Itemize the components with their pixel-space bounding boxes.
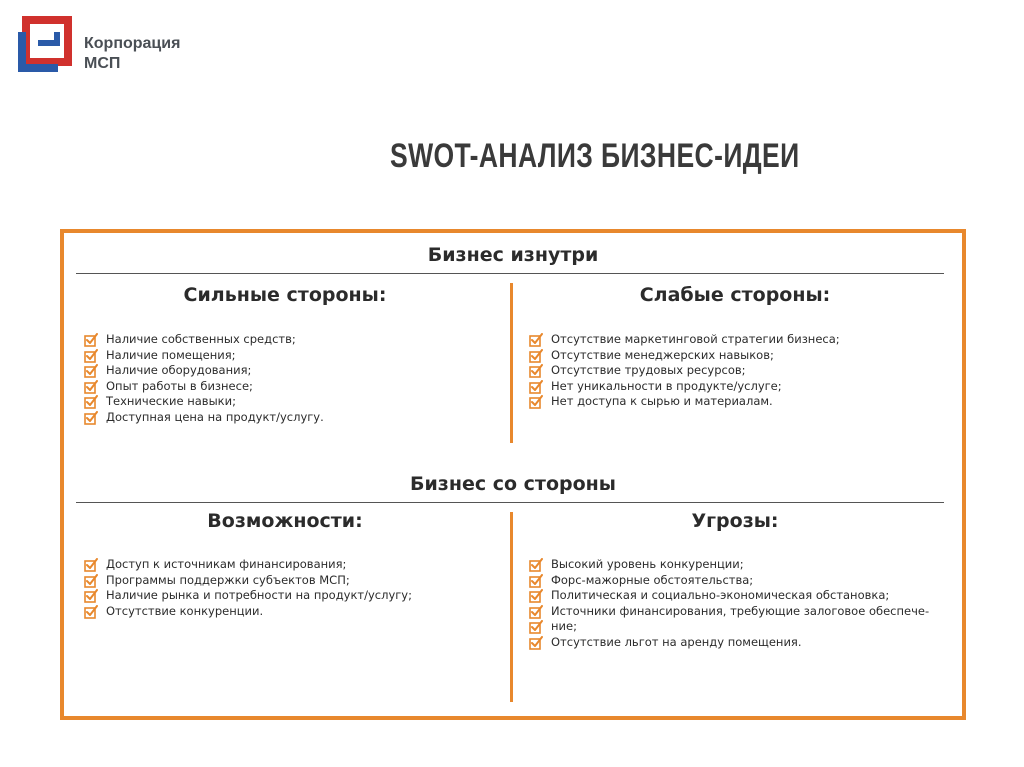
list-item-text: Форс-мажорные обстоятельства; (551, 572, 754, 587)
list-item-text: Наличие рынка и потребности на продукт/услугу; (106, 588, 412, 603)
list-item (527, 604, 929, 620)
list-item (527, 588, 929, 604)
list-item-text: Отсутствие трудовых ресурсов; (551, 363, 746, 378)
checkbox-icon (84, 411, 98, 425)
checkbox-icon (529, 574, 543, 588)
checkbox-icon (84, 349, 98, 363)
logo-line-1: Корпорация (84, 35, 181, 52)
strengths-title: Сильные стороны: (183, 284, 387, 306)
external-vertical-divider (510, 512, 513, 702)
threats-title: Угрозы: (691, 510, 779, 532)
list-item-text: Отсутствие менеджерских навыков; (551, 347, 774, 362)
list-item (82, 588, 412, 604)
opportunities-list (82, 557, 412, 619)
list-item-text: Программы поддержки субъектов МСП; (106, 572, 350, 587)
logo-line-2: МСП (84, 55, 121, 72)
list-item-text: Источники финансирования, требующие залоговое обеспече- (551, 603, 930, 618)
checkbox-icon (529, 380, 543, 394)
list-item-text: Политическая и социально-экономическая обстановка; (551, 588, 890, 603)
list-item-text: Высокий уровень конкуренции; (551, 557, 744, 571)
internal-heading: Бизнес изнутри (427, 244, 599, 266)
checkbox-icon (84, 574, 98, 588)
list-item-text: Наличие помещения; (106, 347, 236, 362)
strengths-list (82, 332, 324, 426)
list-item (82, 379, 324, 395)
checkbox-icon (529, 364, 543, 378)
list-item-text: Отсутствие маркетинговой стратегии бизнеса; (551, 332, 840, 346)
list-item-text: Наличие собственных средств; (106, 332, 296, 346)
list-item-text: Нет доступа к сырью и материалам. (551, 394, 773, 409)
checkbox-icon (529, 395, 543, 409)
checkbox-icon (84, 395, 98, 409)
list-item (527, 332, 840, 348)
list-item-text: Доступ к источникам финансирования; (106, 557, 347, 571)
list-item (82, 557, 412, 573)
checkbox-icon (84, 589, 98, 603)
list-item-text: Наличие оборудования; (106, 363, 252, 378)
checkbox-icon (529, 589, 543, 603)
weaknesses-title: Слабые стороны: (639, 284, 831, 306)
logo-text (84, 34, 180, 74)
list-item (82, 604, 412, 620)
weaknesses-list (527, 332, 840, 410)
list-item (527, 635, 929, 651)
checkbox-icon (529, 636, 543, 650)
checkbox-icon (84, 558, 98, 572)
external-divider (76, 502, 944, 503)
list-item-text: ние; (551, 619, 577, 634)
list-item (82, 332, 324, 348)
list-item (527, 619, 929, 635)
list-item (82, 394, 324, 410)
checkbox-icon (529, 620, 543, 634)
page-title: SWOT-АНАЛИЗ БИЗНЕС-ИДЕИ (390, 137, 800, 175)
list-item-text: Опыт работы в бизнесе; (106, 378, 253, 393)
list-item (527, 557, 929, 573)
list-item (82, 363, 324, 379)
list-item-text: Технические навыки; (106, 394, 236, 409)
list-item (82, 573, 412, 589)
opportunities-title: Возможности: (207, 510, 363, 532)
list-item-text: Отсутствие конкуренции. (106, 603, 264, 618)
checkbox-icon (529, 333, 543, 347)
list-item (527, 379, 840, 395)
internal-vertical-divider (510, 283, 513, 443)
checkbox-icon (529, 558, 543, 572)
list-item (82, 410, 324, 426)
checkbox-icon (529, 349, 543, 363)
logo (18, 12, 218, 76)
threats-list (527, 557, 929, 651)
checkbox-icon (529, 605, 543, 619)
external-heading: Бизнес со стороны (410, 473, 616, 495)
checkbox-icon (84, 333, 98, 347)
internal-divider (76, 273, 944, 274)
list-item (527, 573, 929, 589)
checkbox-icon (84, 364, 98, 378)
list-item-text: Отсутствие льгот на аренду помещения. (551, 634, 802, 649)
checkbox-icon (84, 605, 98, 619)
list-item (527, 394, 840, 410)
list-item-text: Доступная цена на продукт/услугу. (106, 409, 324, 424)
corporation-msp-logo-icon (18, 12, 78, 72)
list-item-text: Нет уникальности в продукте/услуге; (551, 378, 782, 393)
list-item (82, 348, 324, 364)
checkbox-icon (84, 380, 98, 394)
list-item (527, 363, 840, 379)
list-item (527, 348, 840, 364)
